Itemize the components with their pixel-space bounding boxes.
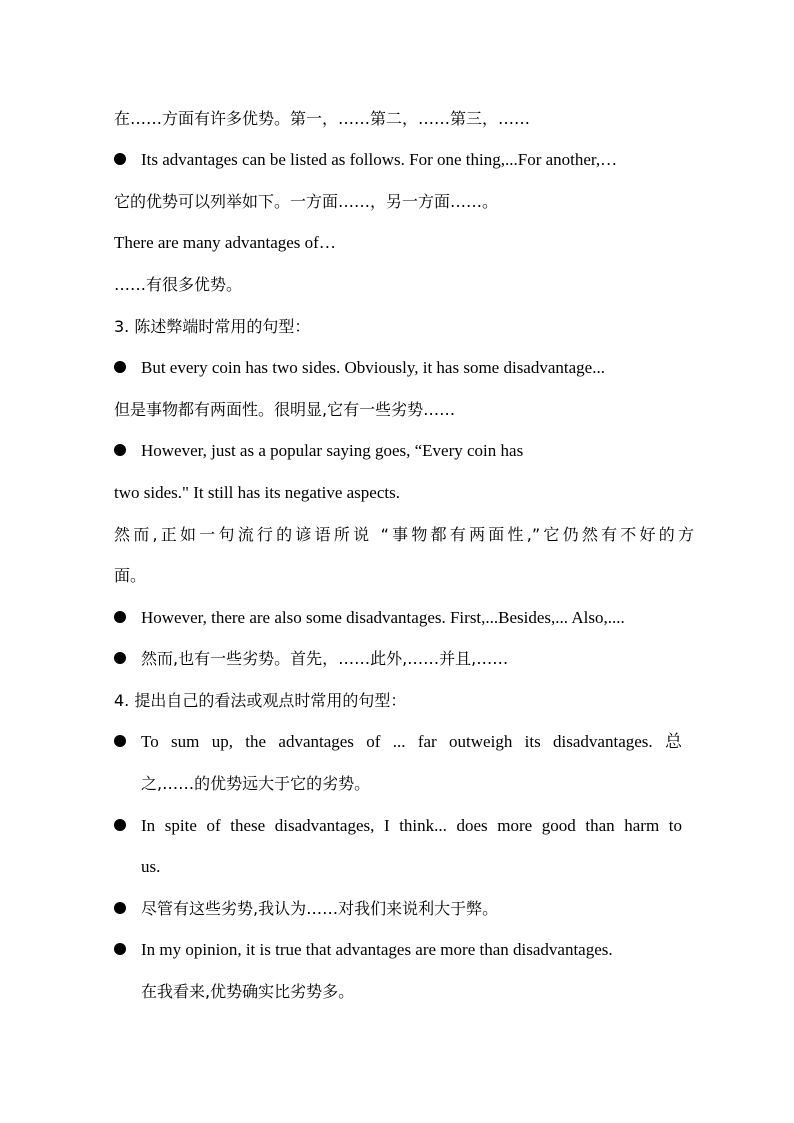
text-line: two sides." It still has its negative aspects. — [114, 483, 400, 502]
bullet-icon — [114, 943, 126, 955]
bullet-icon — [114, 735, 126, 747]
text-line: 它的优势可以列举如下。一方面……，另一方面……。 — [114, 192, 499, 211]
text-line: However, just as a popular saying goes, “Every coin has — [141, 441, 524, 460]
text-line: 然而,也有一些劣势。首先，……此外,……并且,…… — [141, 649, 509, 668]
bullet-icon — [114, 361, 126, 373]
text-line: 面。 — [114, 566, 147, 585]
bullet-icon — [114, 153, 126, 165]
text-line: But every coin has two sides. Obviously, it has some disadvantage... — [141, 358, 605, 377]
section-heading: 4. 提出自己的看法或观点时常用的句型： — [114, 691, 407, 710]
text-line: ……有很多优势。 — [114, 275, 243, 294]
text-line: In spite of these disadvantages, I think... does more good than harm to — [141, 816, 682, 835]
text-line: There are many advantages of… — [114, 233, 336, 252]
text-line: us. — [141, 857, 161, 876]
text-line: 但是事物都有两面性。很明显,它有一些劣势…… — [114, 400, 456, 419]
text-line: 在……方面有许多优势。第一，……第二，……第三，…… — [114, 109, 531, 128]
text-line: 之,……的优势远大于它的劣势。 — [141, 774, 371, 793]
text-line: 然而,正如一句流行的谚语所说 “事物都有两面性,”它仍然有不好的方 — [114, 525, 694, 544]
text-line: In my opinion, it is true that advantages are more than disadvantages. — [141, 940, 613, 959]
bullet-icon — [114, 652, 126, 664]
bullet-icon — [114, 902, 126, 914]
text-line: 尽管有这些劣势,我认为……对我们来说利大于弊。 — [141, 899, 499, 918]
text-line: 在我看来,优势确实比劣势多。 — [141, 982, 355, 1001]
section-heading: 3. 陈述弊端时常用的句型： — [114, 317, 311, 336]
bullet-icon — [114, 611, 126, 623]
bullet-icon — [114, 444, 126, 456]
text-line: However, there are also some disadvantages. First,...Besides,... Also,.... — [141, 608, 625, 627]
text-line: Its advantages can be listed as follows. For one thing,...For another,… — [141, 150, 618, 169]
bullet-icon — [114, 819, 126, 831]
text-line: To sum up, the advantages of ... far outweigh its disadvantages. 总 — [141, 732, 682, 751]
